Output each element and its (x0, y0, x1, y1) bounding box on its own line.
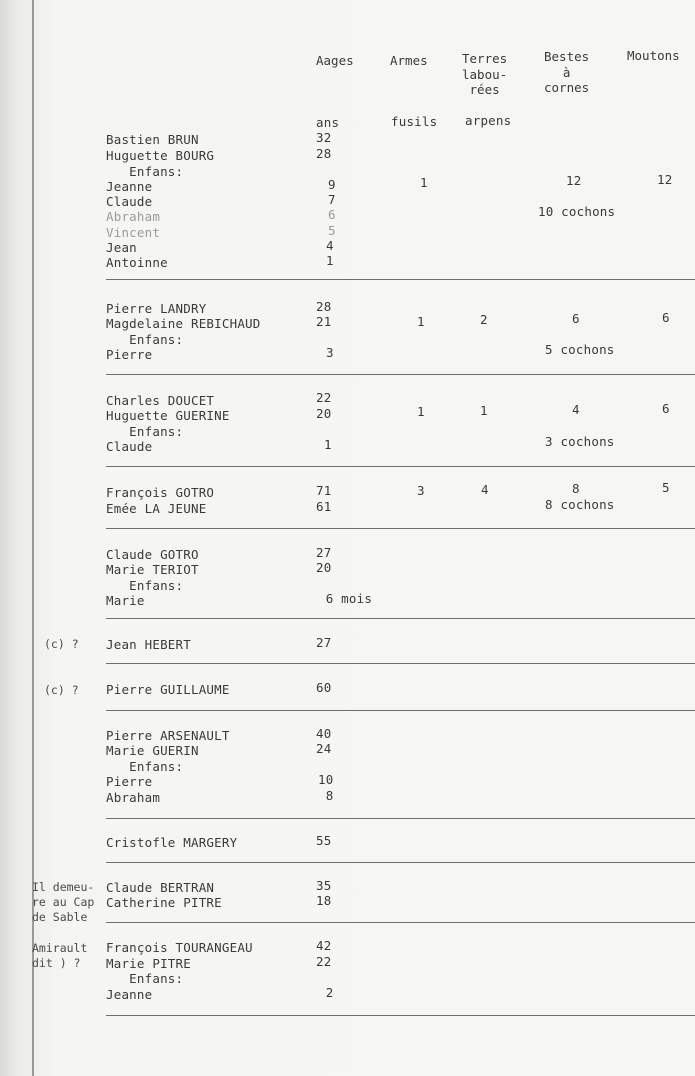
family-divider (106, 466, 695, 467)
person-name: Claude (106, 439, 153, 454)
family-divider (106, 528, 695, 529)
age-value: 60 (316, 680, 332, 695)
age-value: 61 (316, 499, 332, 514)
cochons-value: 8 cochons (545, 497, 615, 512)
armes-value: 1 (420, 175, 428, 190)
header-aages: Aages (316, 53, 354, 68)
enfans-label: Enfans: (106, 164, 184, 179)
cochons-value: 5 cochons (545, 342, 615, 357)
age-value: 27 (316, 635, 332, 650)
age-value: 10 (318, 772, 334, 787)
person-name: Pierre (106, 774, 153, 789)
person-name: Pierre ARSENAULT (106, 728, 230, 743)
person-name: Antoinne (106, 255, 168, 270)
family-divider (106, 710, 695, 711)
age-value: 20 (316, 406, 332, 421)
age-value: 7 (328, 192, 336, 207)
enfans-label: Enfans: (106, 424, 184, 439)
person-name: Jean (106, 240, 137, 255)
person-name: Claude BERTRAN (106, 880, 215, 895)
person-name: Pierre (106, 347, 153, 362)
enfans-label: Enfans: (106, 578, 184, 593)
header-armes: Armes (390, 53, 428, 68)
header-terres: Terres labou- rées (462, 51, 508, 97)
enfans-label: Enfans: (106, 332, 184, 347)
person-name: François GOTRO (106, 485, 215, 500)
bestes-value: 8 (572, 481, 580, 496)
cochons-value: 10 cochons (538, 204, 616, 219)
age-value: 32 (316, 130, 332, 145)
person-name: Marie GUERIN (106, 743, 199, 758)
person-name: Abraham (106, 790, 161, 805)
person-name: Claude GOTRO (106, 547, 199, 562)
terres-value: 2 (480, 312, 488, 327)
family-divider (106, 1015, 695, 1016)
age-value: 40 (316, 726, 332, 741)
person-name: Claude (106, 194, 153, 209)
person-name: Marie TERIOT (106, 562, 199, 577)
family-divider (106, 862, 695, 863)
age-value: 71 (316, 483, 332, 498)
moutons-value: 6 (662, 310, 670, 325)
header-bestes: Bestes à cornes (544, 49, 590, 95)
bestes-value: 4 (572, 402, 580, 417)
person-name: Marie (106, 593, 145, 608)
age-value: 24 (316, 741, 332, 756)
cochons-value: 3 cochons (545, 434, 615, 449)
age-value: 18 (316, 893, 332, 908)
person-name: Marie PITRE (106, 956, 191, 971)
age-value: 1 (326, 253, 334, 268)
person-name: Jeanne (106, 987, 153, 1002)
age-value: 27 (316, 545, 332, 560)
enfans-label: Enfans: (106, 759, 184, 774)
person-name: Abraham (106, 209, 161, 224)
bestes-value: 12 (566, 173, 582, 188)
terres-value: 4 (481, 482, 489, 497)
age-value: 20 (316, 560, 332, 575)
age-value: 5 (328, 223, 336, 238)
person-name: Magdelaine REBICHAUD (106, 316, 261, 331)
age-value: 2 (318, 985, 334, 1000)
age-value: 22 (316, 390, 332, 405)
person-name: Huguette GUERINE (106, 408, 230, 423)
person-name: Jean HEBERT (106, 637, 191, 652)
margin-note: Amirault dit ) ? (32, 941, 88, 970)
margin-note: Il demeu- re au Cap de Sable (32, 880, 95, 924)
person-name: Cristofle MARGERY (106, 835, 238, 850)
family-divider (106, 663, 695, 664)
family-divider (106, 279, 695, 280)
family-divider (106, 374, 695, 375)
family-divider (106, 618, 695, 619)
age-value: 3 (326, 345, 334, 360)
enfans-label: Enfans: (106, 971, 184, 986)
person-name: Catherine PITRE (106, 895, 222, 910)
terres-value: 1 (480, 403, 488, 418)
person-name: Pierre LANDRY (106, 301, 207, 316)
age-value: 4 (326, 238, 334, 253)
family-divider (106, 922, 695, 923)
person-name: Emée LA JEUNE (106, 501, 207, 516)
age-value: 55 (316, 833, 332, 848)
moutons-value: 12 (657, 172, 673, 187)
age-value: 6 (328, 207, 336, 222)
age-value: 9 (328, 177, 336, 192)
unit-ans: ans (316, 115, 340, 130)
family-divider (106, 818, 695, 819)
age-value: 1 (324, 437, 332, 452)
age-value: 35 (316, 878, 332, 893)
age-value: 6 mois (318, 591, 373, 606)
person-name: Pierre GUILLAUME (106, 682, 230, 697)
age-value: 21 (316, 314, 332, 329)
unit-arpens: arpens (465, 113, 512, 128)
age-value: 42 (316, 938, 332, 953)
armes-value: 3 (417, 483, 425, 498)
armes-value: 1 (417, 404, 425, 419)
margin-note: (c) ? (44, 637, 79, 651)
person-name: Vincent (106, 225, 161, 240)
moutons-value: 6 (662, 401, 670, 416)
person-name: Bastien BRUN (106, 132, 199, 147)
header-moutons: Moutons (627, 48, 680, 63)
margin-note: (c) ? (44, 683, 79, 697)
bestes-value: 6 (572, 311, 580, 326)
age-value: 22 (316, 954, 332, 969)
person-name: Charles DOUCET (106, 393, 215, 408)
unit-fusils: fusils (391, 114, 438, 129)
armes-value: 1 (417, 314, 425, 329)
age-value: 8 (318, 788, 334, 803)
person-name: Huguette BOURG (106, 148, 215, 163)
age-value: 28 (316, 146, 332, 161)
person-name: Jeanne (106, 179, 153, 194)
age-value: 28 (316, 299, 332, 314)
person-name: François TOURANGEAU (106, 940, 253, 955)
moutons-value: 5 (662, 480, 670, 495)
